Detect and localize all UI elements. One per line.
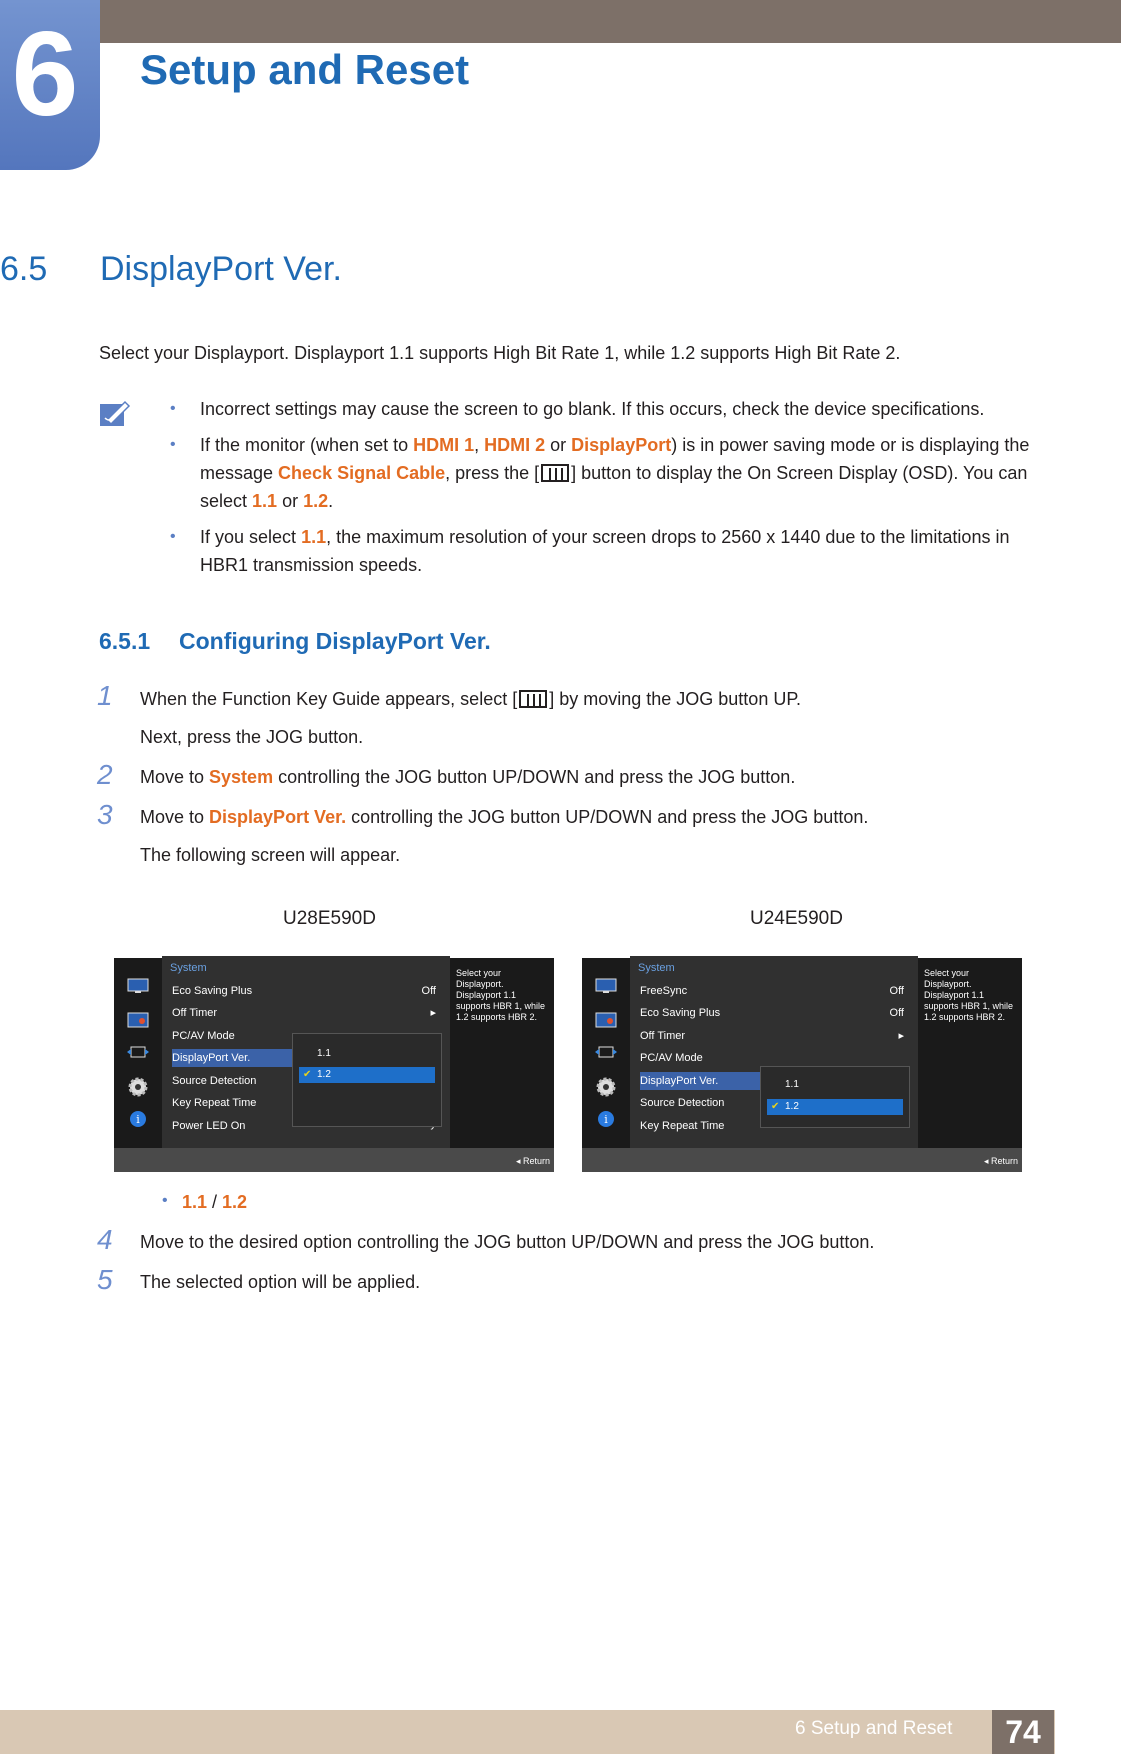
model-label-left: U28E590D bbox=[283, 908, 376, 929]
size-position-icon bbox=[595, 1044, 617, 1060]
osd-footer bbox=[114, 1148, 554, 1172]
return-button[interactable]: ◂ Return bbox=[515, 1156, 550, 1166]
size-position-icon bbox=[127, 1044, 149, 1060]
step-3: Move to DisplayPort Ver. controlling the JOG button UP/DOWN and press the JOG button. bbox=[140, 807, 869, 827]
osd-row[interactable]: Key Repeat Time bbox=[640, 1120, 725, 1132]
osd-menu-panel bbox=[162, 956, 450, 1150]
gear-icon bbox=[595, 1076, 617, 1098]
osd-sidebar bbox=[582, 958, 630, 1148]
osd-row-selected[interactable]: DisplayPort Ver. bbox=[172, 1049, 292, 1067]
svg-text:i: i bbox=[136, 1113, 140, 1126]
osd-row[interactable]: Eco Saving Plus Off bbox=[640, 1007, 904, 1019]
osd-row-selected[interactable]: DisplayPort Ver. bbox=[640, 1072, 760, 1090]
note-item: • Incorrect settings may cause the screen to go blank. If this occurs, check the device specifications. bbox=[170, 395, 1050, 423]
step-number: 5 bbox=[97, 1264, 113, 1295]
osd-screenshot-left bbox=[114, 958, 554, 1172]
option-1-2[interactable]: ✔ 1.2 bbox=[299, 1067, 435, 1083]
step-5: The selected option will be applied. bbox=[140, 1272, 421, 1292]
info-icon bbox=[595, 1110, 617, 1128]
menu-button-icon bbox=[519, 690, 547, 708]
osd-row[interactable]: PC/AV Mode bbox=[172, 1030, 235, 1042]
osd-row[interactable]: Source Detection bbox=[172, 1075, 257, 1087]
chapter-tab bbox=[0, 0, 100, 170]
color-icon bbox=[127, 1012, 149, 1028]
osd-caption: System bbox=[170, 962, 207, 974]
step-1-next: Next, press the JOG button. bbox=[140, 727, 364, 747]
step-number: 2 bbox=[97, 759, 113, 790]
svg-text:i: i bbox=[604, 1113, 608, 1126]
osd-row[interactable]: Off Timer ▸ bbox=[640, 1030, 904, 1042]
intro-paragraph: Select your Displayport. Displayport 1.1 supports High Bit Rate 1, while 1.2 supports High Bit Rate 2. bbox=[99, 343, 901, 363]
osd-help-text: Select your Displayport. Displayport 1.1 supports HBR 1, while 1.2 supports HBR 2. bbox=[918, 958, 1022, 1148]
color-icon bbox=[595, 1012, 617, 1028]
option-1-1[interactable]: 1.1 bbox=[317, 1048, 331, 1059]
monitor-icon bbox=[127, 978, 149, 994]
step-number: 1 bbox=[97, 680, 113, 711]
step-1: When the Function Key Guide appears, select [ ] by moving the JOG button UP. bbox=[140, 689, 802, 709]
note-list bbox=[170, 395, 1050, 587]
osd-screenshot-right bbox=[582, 958, 1022, 1172]
section-title: DisplayPort Ver. bbox=[100, 250, 342, 288]
osd-row[interactable]: FreeSync Off bbox=[640, 985, 904, 997]
model-label-right: U24E590D bbox=[750, 908, 843, 929]
footer-text: 6 Setup and Reset bbox=[795, 1718, 953, 1739]
section-number: 6.5 bbox=[0, 250, 48, 288]
chapter-number: 6 bbox=[11, 7, 79, 141]
return-button[interactable]: ◂ Return bbox=[983, 1156, 1018, 1166]
note-item: • If the monitor (when set to HDMI 1, HDMI 2 or DisplayPort) is in power saving mode or is displaying the message Check Signal Cable, press the [ ] button to display the On Screen Display (OSD). You can select 1.1 or 1.2. bbox=[170, 431, 1050, 515]
osd-help-text: Select your Displayport. Displayport 1.1 supports HBR 1, while 1.2 supports HBR 2. bbox=[450, 958, 554, 1148]
osd-option-popup bbox=[292, 1033, 442, 1127]
page-number: 74 bbox=[992, 1710, 1054, 1754]
subsection-number: 6.5.1 bbox=[99, 628, 151, 654]
note-icon bbox=[99, 398, 131, 428]
osd-row[interactable]: Source Detection bbox=[640, 1097, 725, 1109]
osd-row[interactable]: PC/AV Mode bbox=[640, 1052, 703, 1064]
step-4: Move to the desired option controlling the JOG button UP/DOWN and press the JOG button. bbox=[140, 1232, 875, 1252]
osd-sidebar bbox=[114, 958, 162, 1148]
subsection-heading bbox=[99, 628, 491, 655]
chapter-title: Setup and Reset bbox=[140, 46, 470, 93]
osd-row[interactable]: Eco Saving Plus Off bbox=[172, 985, 436, 997]
chapter-header-bar bbox=[0, 0, 1121, 43]
step-2: Move to System controlling the JOG button UP/DOWN and press the JOG button. bbox=[140, 767, 796, 787]
step-number: 4 bbox=[97, 1224, 113, 1255]
osd-option-popup bbox=[760, 1066, 910, 1128]
subsection-title: Configuring DisplayPort Ver. bbox=[179, 628, 491, 654]
section-heading bbox=[0, 250, 342, 289]
osd-menu-panel bbox=[630, 956, 918, 1150]
option-1-1[interactable]: 1.1 bbox=[785, 1079, 799, 1090]
option-summary: • 1.1 / 1.2 bbox=[162, 1192, 248, 1212]
option-1-2[interactable]: ✔ 1.2 bbox=[767, 1099, 903, 1115]
menu-button-icon bbox=[541, 464, 569, 482]
monitor-icon bbox=[595, 978, 617, 994]
step-3-follow: The following screen will appear. bbox=[140, 845, 401, 865]
gear-icon bbox=[127, 1076, 149, 1098]
note-item: • If you select 1.1, the maximum resolution of your screen drops to 2560 x 1440 due to the limitations in HBR1 transmission speeds. bbox=[170, 523, 1050, 579]
info-icon bbox=[127, 1110, 149, 1128]
osd-caption: System bbox=[638, 962, 675, 974]
osd-row[interactable]: Key Repeat Time bbox=[172, 1097, 257, 1109]
osd-row[interactable]: Off Timer ▸ bbox=[172, 1007, 436, 1019]
osd-row[interactable]: Power LED On bbox=[172, 1120, 246, 1132]
step-number: 3 bbox=[97, 799, 113, 830]
osd-footer bbox=[582, 1148, 1022, 1172]
